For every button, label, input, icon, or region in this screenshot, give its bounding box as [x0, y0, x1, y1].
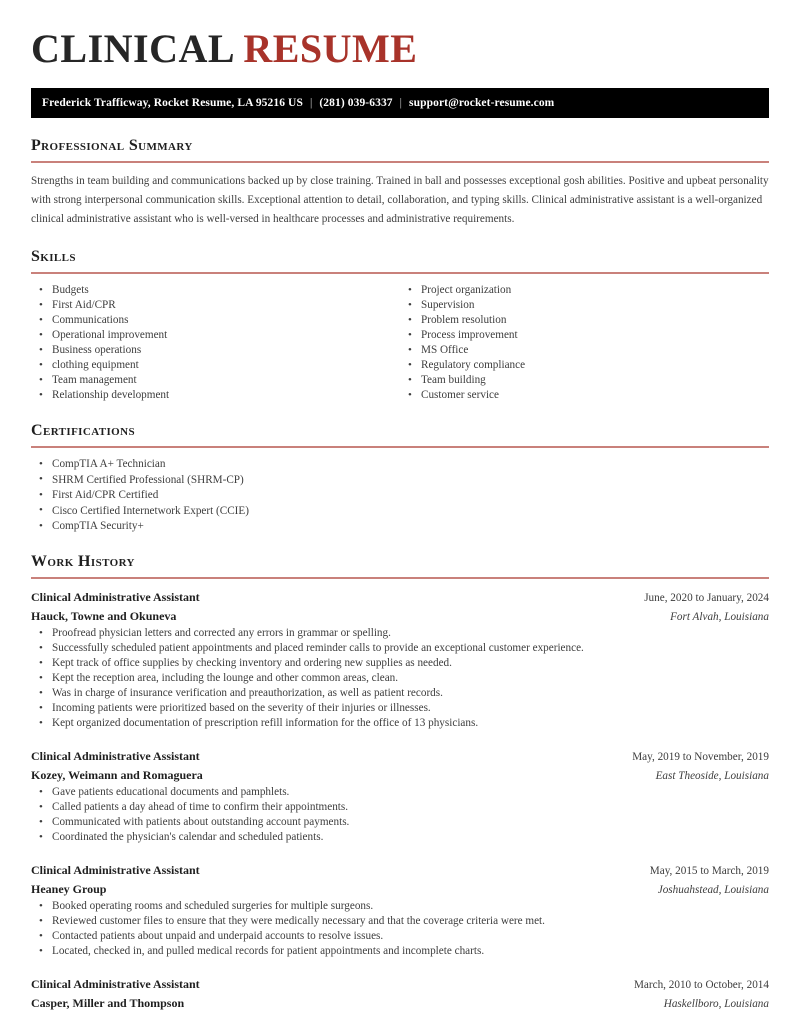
work-history-entry: [31, 747, 769, 845]
job-title: Clinical Administrative Assistant: [31, 749, 200, 763]
contact-separator-2: |: [399, 97, 403, 109]
list-item: • Gave patients educational documents and pamphlets.: [31, 785, 769, 800]
contact-bar: [31, 88, 769, 118]
job-title: Clinical Administrative Assistant: [31, 863, 200, 877]
job-company: Heaney Group: [31, 882, 107, 896]
list-item: • First Aid/CPR: [31, 298, 400, 313]
job-company: Hauck, Towne and Okuneva: [31, 609, 177, 623]
job-company: Casper, Miller and Thompson: [31, 996, 185, 1010]
list-item: • Communicated with patients about outstanding account payments.: [31, 815, 769, 830]
list-item: • Supervision: [400, 298, 769, 313]
list-item: • CompTIA Security+: [31, 519, 769, 534]
section-divider-skills: [31, 272, 769, 274]
job-location: Fort Alvah, Louisiana: [670, 611, 769, 623]
list-item: • Kept the reception area, including the lounge and other common areas, clean.: [31, 671, 769, 686]
list-item: • Business operations: [31, 343, 400, 358]
skills-column-left: [31, 283, 400, 403]
list-item: • Team management: [31, 373, 400, 388]
list-item: • Kept track of office supplies by checking inventory and ordering new supplies as needed.: [31, 656, 769, 671]
list-item: • Project organization: [400, 283, 769, 298]
list-item: • First Aid/CPR Certified: [31, 488, 769, 503]
contact-phone[interactable]: (281) 039-6337: [319, 97, 393, 109]
list-item: • Successfully scheduled patient appointments and placed reminder calls to provide an exceptional customer experience.: [31, 641, 769, 656]
title-primary: CLINICAL: [31, 26, 233, 71]
list-item: • Problem resolution: [400, 313, 769, 328]
section-heading-work-history: Work History: [31, 553, 135, 570]
list-item: • Process improvement: [400, 328, 769, 343]
skills-grid: [31, 283, 769, 403]
work-history-entry: [31, 588, 769, 731]
job-dates: June, 2020 to January, 2024: [644, 592, 769, 604]
work-history-entry: [31, 861, 769, 959]
section-divider-work-history: [31, 577, 769, 579]
section-skills: [31, 247, 769, 403]
contact-separator-1: |: [309, 97, 313, 109]
list-item: • clothing equipment: [31, 358, 400, 373]
list-item: • Contacted patients about unpaid and underpaid accounts to resolve issues.: [31, 929, 769, 944]
contact-email[interactable]: support@rocket-resume.com: [409, 97, 555, 109]
masthead: [31, 0, 769, 74]
job-header-row: [31, 588, 769, 607]
job-dates: May, 2015 to March, 2019: [649, 865, 769, 877]
list-item: • SHRM Certified Professional (SHRM-CP): [31, 473, 769, 488]
contact-address: Frederick Trafficway, Rocket Resume, LA 95216 US: [42, 97, 303, 109]
job-header-row: [31, 975, 769, 994]
list-item: • Called patients a day ahead of time to confirm their appointments.: [31, 800, 769, 815]
list-item: • Operational improvement: [31, 328, 400, 343]
job-location: Joshuahstead, Louisiana: [657, 884, 769, 896]
section-heading-skills: Skills: [31, 248, 76, 265]
job-subheader-row: [31, 607, 769, 626]
job-subheader-row: [31, 880, 769, 899]
page-title: [31, 26, 769, 72]
list-item: • Proofread physician letters and corrected any errors in grammar or spelling.: [31, 626, 769, 641]
job-title: Clinical Administrative Assistant: [31, 590, 200, 604]
section-heading-summary: Professional Summary: [31, 137, 193, 154]
job-header-row: [31, 861, 769, 880]
list-item: • Relationship development: [31, 388, 400, 403]
list-item: • Coordinated the physician's calendar and scheduled patients.: [31, 830, 769, 845]
list-item: • Cisco Certified Internetwork Expert (CCIE): [31, 504, 769, 519]
list-item: • Was in charge of insurance verification and preauthorization, as well as patient records.: [31, 686, 769, 701]
certifications-list: [31, 457, 769, 534]
summary-text: Strengths in team building and communications backed up by close training. Trained in ball and possesses exceptional gosh abilities. Positive and upbeat personality with strong interpersonal communication skills. Exceptional attention to detail, collaboration, and typing skills. Clinical administrative assistant is a well-organized clinical administrative assistant who is well-versed in healthcare processes and administrative requirements.: [31, 175, 769, 225]
job-bullets: [31, 899, 769, 959]
job-bullets: [31, 785, 769, 845]
list-item: • Customer service: [400, 388, 769, 403]
list-item: • Booked operating rooms and scheduled surgeries for multiple surgeons.: [31, 899, 769, 914]
list-item: • MS Office: [400, 343, 769, 358]
job-company: Kozey, Weimann and Romaguera: [31, 768, 203, 782]
certifications-body: [31, 448, 769, 534]
work-history-body: [31, 579, 769, 1013]
title-accent: RESUME: [232, 26, 418, 71]
list-item: • Incoming patients were prioritized based on the severity of their injuries or illnesses.: [31, 701, 769, 716]
section-divider-certifications: [31, 446, 769, 448]
section-divider-summary: [31, 161, 769, 163]
job-dates: May, 2019 to November, 2019: [632, 751, 769, 763]
list-item: • Regulatory compliance: [400, 358, 769, 373]
job-header-row: [31, 747, 769, 766]
job-location: East Theoside, Louisiana: [655, 770, 769, 782]
list-item: • Communications: [31, 313, 400, 328]
skills-column-right: [400, 283, 769, 403]
section-heading-certifications: Certifications: [31, 422, 135, 439]
job-title: Clinical Administrative Assistant: [31, 977, 200, 991]
job-subheader-row: [31, 994, 769, 1013]
skills-body: [31, 274, 769, 403]
list-item: • CompTIA A+ Technician: [31, 457, 769, 472]
list-item: • Reviewed customer files to ensure that they were medically necessary and that the coverage criteria were met.: [31, 914, 769, 929]
list-item: • Budgets: [31, 283, 400, 298]
list-item: • Located, checked in, and pulled medical records for patient appointments and incomplete charts.: [31, 944, 769, 959]
section-work-history: [31, 552, 769, 1013]
list-item: • Kept organized documentation of prescription refill information for the office of 13 physicians.: [31, 716, 769, 731]
contact-line: [42, 97, 554, 109]
job-bullets: [31, 626, 769, 731]
section-certifications: [31, 421, 769, 534]
list-item: • Team building: [400, 373, 769, 388]
summary-body: [31, 163, 769, 229]
job-subheader-row: [31, 766, 769, 785]
work-history-entry: [31, 975, 769, 1013]
job-dates: March, 2010 to October, 2014: [633, 979, 769, 991]
section-professional-summary: [31, 136, 769, 229]
job-location: Haskellboro, Louisiana: [663, 998, 769, 1010]
